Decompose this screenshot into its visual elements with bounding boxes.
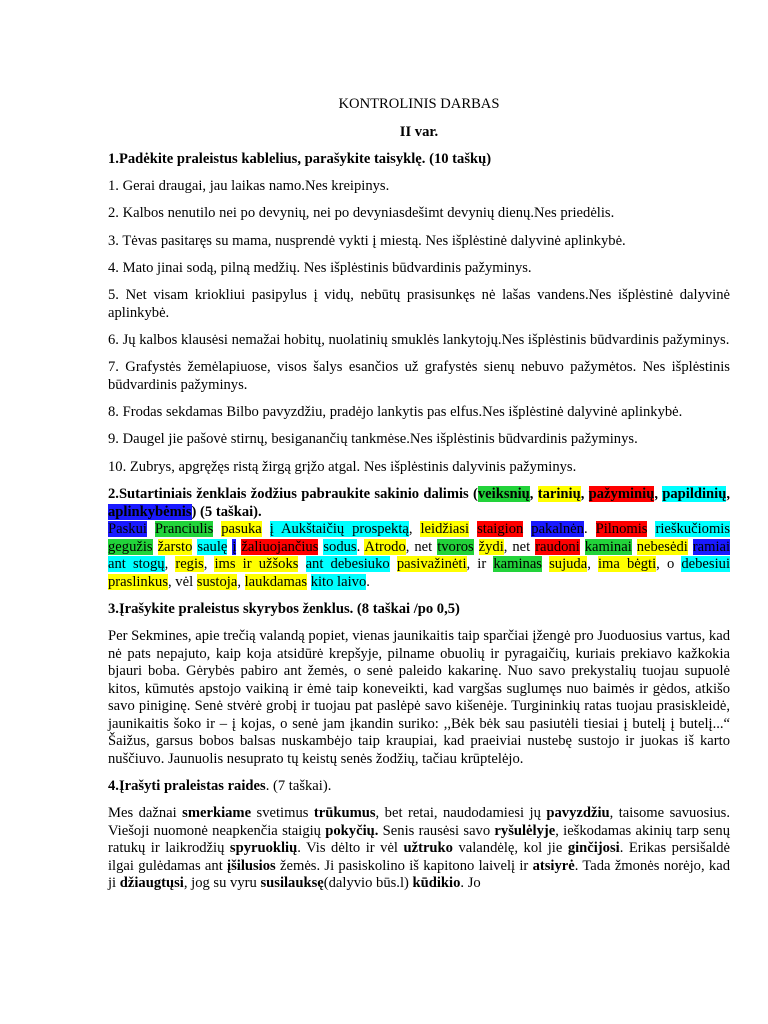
text-run	[153, 539, 158, 555]
text-run: ,	[529, 486, 538, 503]
highlight-yellow: nebesėdi	[636, 538, 688, 555]
text-run: valandėlę, kol jie	[452, 840, 568, 857]
text-run: žemės. Ji pasiskolino iš kapitono laivelį ir	[275, 857, 533, 874]
text-run: , ieškodamas akinių tarp senų ratukų ir laikrodžių	[108, 822, 730, 857]
text-run: , jog su vyru	[183, 875, 261, 892]
task1-item: 4. Mato jinai sodą, pilną medžių. Nes išplėstinis būdvardinis pažyminys.	[108, 259, 532, 276]
highlight-yellow: sustoja	[196, 573, 238, 590]
task1-item: 3. Tėvas pasitaręs su mama, nusprendė vykti į miestą. Nes išplėstinė dalyvinė aplinkybė.	[108, 232, 626, 249]
highlight-cyan: papildinių	[662, 486, 727, 503]
bold-word: kūdikio	[412, 875, 461, 892]
text-run: . Vis dėlto ir vėl	[297, 840, 404, 857]
text-run: ,	[580, 486, 589, 503]
highlight-blue: Paskui	[108, 521, 147, 538]
text-run	[469, 521, 477, 537]
text-run: , net	[405, 538, 438, 555]
highlight-cyan: sodus	[323, 538, 357, 555]
text-run: .	[356, 538, 365, 555]
bold-word: ginčijosi	[567, 840, 620, 857]
bold-word: spyruoklių	[229, 840, 298, 857]
task2-highlighted-text	[108, 521, 730, 591]
document-page	[108, 96, 730, 903]
highlight-yellow: pasuka	[221, 521, 262, 538]
bold-word: pavyzdžiu	[546, 805, 610, 822]
bold-word: atsiyrė	[532, 857, 575, 874]
text-run: .	[366, 573, 370, 590]
highlight-yellow: ims ir užšoks	[214, 556, 299, 573]
highlight-green: gegužis	[108, 538, 153, 555]
highlight-green: kaminas	[493, 556, 542, 573]
text-run: ,	[654, 486, 663, 503]
text-run	[474, 539, 479, 555]
highlight-yellow: tarinių	[537, 486, 581, 503]
text-run: ,	[587, 556, 598, 573]
text-run: ,	[203, 556, 215, 573]
highlight-blue: į	[232, 538, 237, 555]
highlight-blue: ramiai	[692, 538, 731, 555]
highlight-red: Pilnomis	[595, 521, 648, 538]
highlight-yellow: žarsto	[157, 538, 193, 555]
text-run: . Jo	[460, 875, 481, 892]
text-run: svetimus	[251, 805, 314, 822]
bold-word: smerkiame	[182, 805, 252, 822]
bold-word: trūkumus	[313, 805, 376, 822]
highlight-cyan: į Aukštaičių prospektą	[269, 521, 409, 538]
text-run: , bet retai, naudodamiesi jų	[375, 805, 547, 822]
highlight-green: tvoros	[437, 538, 474, 555]
variant-label: II var.	[399, 123, 439, 140]
task3-text: Per Sekmines, apie trečią valandą popiet, vienas jaunikaitis taip sparčiai įžengė pro Juoduosius vartus, kad nė pats nepajuto, kaip koja atsidūrė krepšyje, pilname obuolių ir pyragaičių, kuriais prekiavo kažkokia bjauri boba. Gėrybės pabiro ant žemės, o senė paleido kakarinę. Nuo savo prekystalių tuojau supuolė kitos, kūmutės apstojo vaikiną ir ėmė taip koneveikti, kad vargšas suglumęs nuo baimės ir gėdos, atkišo savo piniginę. Senė stvėrė grobį ir tuojau pat paslėpė savo kišenėje. Turgininkių ratas tuojau prasiskleidė, jaunikaitis šoko ir – į kojas, o senė jam įkandin suriko: ,,Bėk bėk sau pasiutėli tiesiai į butelį į butelį...“ Šaižus, garsus bobos balsas nuskambėjo taip kraupiai, kad praeiviai nustebę sustojo ir juokas iš karto nuščiuvo. Jaunuolis nesuprato tų keistų senės žodžių, tačiau krūptelėjo.	[108, 628, 730, 767]
bold-word: užtruko	[403, 840, 453, 857]
highlight-yellow: ima bėgti	[597, 556, 657, 573]
highlight-cyan: kito laivo	[310, 573, 367, 590]
task1-item: 1. Gerai draugai, jau laikas namo.Nes kreipinys.	[108, 178, 390, 195]
task1-item: 2. Kalbos nenutilo nei po devynių, nei po devyniasdešimt devynių dienų.Nes priedėlis.	[108, 205, 615, 222]
text-run	[390, 556, 397, 572]
text-run: , ir	[466, 556, 494, 573]
highlight-yellow: leidžiasi	[420, 521, 470, 538]
highlight-blue: pakalnėn	[531, 521, 584, 538]
text-run: . Tada žmonės norėjo, kad ji	[108, 857, 730, 892]
text-run: Mes dažnai	[108, 805, 183, 822]
text-run	[632, 539, 637, 555]
highlight-cyan: saulę	[197, 538, 228, 555]
task1-item: 8. Frodas sekdamas Bilbo pavyzdžiu, pradėjo lankytis pas elfus.Nes išplėstinė dalyvinė aplinkybė.	[108, 404, 683, 421]
task2-heading	[108, 486, 730, 521]
task1-item: 5. Net visam kriokliui pasipylus į vidų, nebūtų prasisunkęs nė lašas vandens.Nes išplėstinė dalyvinė aplinkybė.	[108, 287, 730, 321]
highlight-yellow: Atrodo	[364, 538, 406, 555]
highlight-green: veiksnių	[477, 486, 530, 503]
highlight-green: kaminai	[584, 538, 632, 555]
task1-list	[108, 178, 730, 476]
highlight-red: raudoni	[535, 538, 580, 555]
text-run	[580, 539, 585, 555]
task2-heading-start: 2.Sutartiniais ženklais žodžius pabraukite sakinio dalimis (	[108, 486, 478, 503]
highlight-red: staigion	[477, 521, 524, 538]
highlight-cyan: ant debesiuko	[305, 556, 390, 573]
text-run: ,	[164, 556, 176, 573]
bold-word: įšilusios	[227, 857, 276, 874]
task4-text	[108, 805, 730, 893]
text-run	[298, 556, 305, 572]
task4-heading-rest: . (7 taškai).	[265, 777, 332, 794]
text-run	[147, 521, 155, 537]
bold-word: džiaugtųsi	[119, 875, 184, 892]
highlight-yellow: žydi	[478, 538, 504, 555]
text-run: (dalyvio būs.l)	[323, 875, 413, 892]
highlight-blue: aplinkybėmis	[108, 503, 192, 520]
task1-item: 6. Jų kalbos klausėsi nemažai hobitų, nuolatinių smuklės lankytojų.Nes išplėstinis būdvardinis pažyminys.	[108, 332, 730, 349]
task4-heading-bold: 4.Įrašyti praleistas raides	[108, 777, 266, 794]
task1-item: 10. Zubrys, apgręžęs ristą žirgą grįžo atgal. Nes išplėstinis dalyvinis pažyminys.	[108, 458, 577, 475]
task1-item: 7. Grafystės žemėlapiuose, visos šalys esančios už grafystės sienų nebuvo pažymėtos. Nes išplėstinis būdvardinis pažyminys.	[108, 359, 730, 393]
highlight-green: Pranciulis	[154, 521, 214, 538]
text-run: ,	[726, 486, 730, 503]
task1-heading: 1.Padėkite praleistus kablelius, parašykite taisyklę. (10 taškų)	[108, 150, 492, 167]
text-run: ,	[237, 573, 245, 590]
task1-item: 9. Daugel jie pašovė stirnų, besiganančių tankmėse.Nes išplėstinis būdvardinis pažyminys.	[108, 431, 638, 448]
text-run: , net	[503, 538, 536, 555]
text-run: ,	[408, 521, 421, 538]
highlight-yellow: sujuda	[549, 556, 588, 573]
text-run: Senis rausėsi savo	[378, 822, 495, 839]
highlight-cyan: rieškučiomis	[655, 521, 731, 538]
highlight-yellow: regis	[175, 556, 204, 573]
bold-word: susilauksę	[260, 875, 324, 892]
text-run: , o	[656, 556, 682, 573]
text-run: . Erikas persišaldė ilgai gulėdamas ant	[108, 840, 731, 874]
highlight-yellow: laukdamas	[244, 573, 308, 590]
highlight-cyan: debesiui	[681, 556, 730, 573]
task2-heading-end: ) (5 taškai).	[191, 503, 262, 520]
text-run: , taisome savuosius. Viešoji nuomonė neapkenčia staigių	[108, 805, 730, 839]
text-run: , vėl	[168, 573, 197, 590]
highlight-red: žaliuojančius	[241, 538, 319, 555]
highlight-cyan: ant stogų	[108, 556, 165, 573]
bold-word: ryšulėlyje	[494, 822, 556, 839]
task3-heading: 3.Įrašykite praleistus skyrybos ženklus. (8 taškai /po 0,5)	[108, 600, 460, 617]
highlight-yellow: pasivažinėti	[396, 556, 467, 573]
highlight-yellow: praslinkus	[108, 573, 168, 590]
text-run: .	[583, 521, 596, 538]
highlight-red: pažyminių	[588, 486, 655, 503]
task4-heading	[108, 778, 730, 796]
document-title: KONTROLINIS DARBAS	[338, 96, 500, 112]
bold-word: pokyčių.	[325, 822, 379, 839]
text-run	[262, 521, 270, 537]
